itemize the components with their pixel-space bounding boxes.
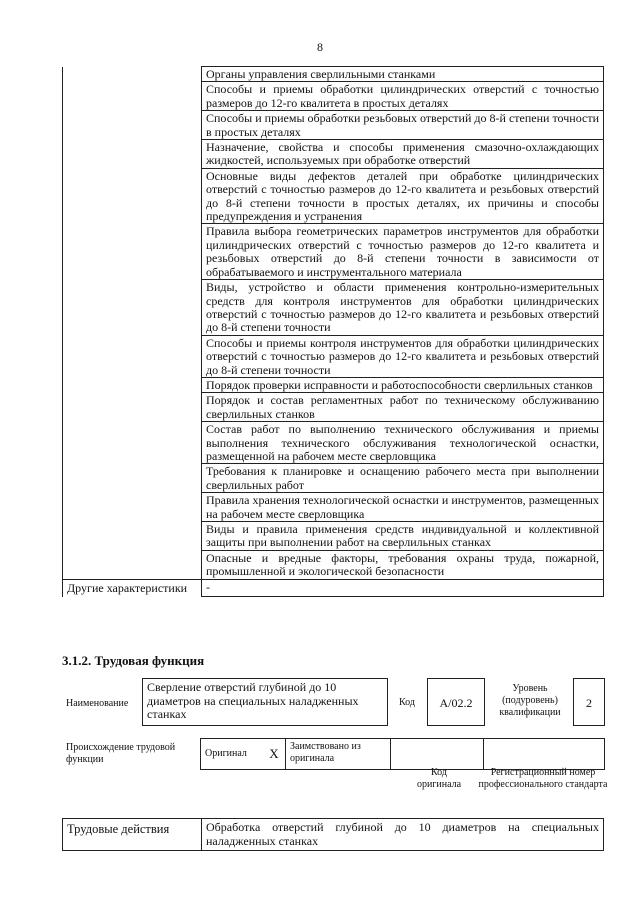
page-number: 8 [317,40,323,54]
code-original-cell [391,739,484,770]
knowledge-item: Требования к планировке и оснащению рабочего места при выполнении сверлильных работ [202,464,604,493]
knowledge-item: Опасные и вредные факторы, требования охраны труда, пожарной, промышленной и экологической безопасности [202,550,604,579]
labor-actions-label: Трудовые действия [63,819,202,851]
code-label: Код [399,697,415,708]
qualification-level-box: 2 [573,678,605,726]
origin-label: Происхождение трудовой функции [66,742,176,765]
borrowed-label: Заимствовано из оригинала [286,739,391,770]
origin-table [200,738,605,770]
knowledge-item: Основные виды дефектов деталей при обработке цилиндрических отверстий с точностью размеров до 12-го квалитета и резьбовых отверстий до 8-й степени точности в простых деталях, их причины и способы предупреждения и устранения [202,168,604,224]
knowledge-item: Способы и приемы контроля инструментов для обработки цилиндрических отверстий с точностью размеров до 12-го квалитета и резьбовых отверстий до 8-й степени точности [202,335,604,377]
knowledge-item: Состав работ по выполнению технического обслуживания и приемы выполнения технического обслуживания технологической оснастки, размещенной на рабочем месте сверловщика [202,422,604,464]
qualification-level-label: Уровень (подуровень) квалификации [499,683,561,718]
knowledge-item: Способы и приемы обработки резьбовых отверстий до 8-й степени точности в простых деталях [202,111,604,140]
knowledge-item: Правила выбора геометрических параметров инструментов для обработки цилиндрических отверстий с точностью размеров до 12-го квалитета и резьбовых отверстий до 8-й степени точности в зависимости от обрабатываемого и инструментального материала [202,224,604,280]
table-row [63,819,604,851]
name-label: Наименование [66,698,129,709]
knowledge-item: Порядок проверки исправности и работоспособности сверлильных станков [202,377,604,392]
reg-number-label: Регистрационный номер профессионального стандарта [478,767,608,790]
other-characteristics-value: - [202,579,604,597]
original-mark: Х [263,739,286,770]
function-name-box: Сверление отверстий глубиной до 10 диаметров на специальных наладженных станках [142,678,388,726]
knowledge-item: Правила хранения технологической оснастки и инструментов, размещенных на рабочем месте сверловщика [202,493,604,522]
table-row [201,739,605,770]
table-row [63,67,604,82]
reg-number-cell [484,739,605,770]
code-original-label: Код оригинала [416,767,462,790]
labor-actions-table [62,818,604,851]
knowledge-item: Органы управления сверлильными станками [202,67,604,82]
knowledge-item: Способы и приемы обработки цилиндрических отверстий с точностью размеров до 12-го квалитета в простых деталях [202,82,604,111]
other-characteristics-row [63,579,604,597]
knowledge-item: Виды, устройство и области применения контрольно-измерительных средств для контроля инструментов для обработки цилиндрических отверстий с точностью размеров до 12-го квалитета и резьбовых отверстий до 8-й степени точности [202,280,604,336]
knowledge-table [62,66,604,597]
knowledge-item: Виды и правила применения средств индивидуальной и коллективной защиты при выполнении работ на сверлильных станках [202,522,604,551]
section-title: 3.1.2. Трудовая функция [62,653,205,668]
original-label: Оригинал [201,739,264,770]
function-code-box: А/02.2 [427,678,485,726]
knowledge-item: Порядок и состав регламентных работ по техническому обслуживанию сверлильных станков [202,393,604,422]
row-label-cell [63,67,202,580]
knowledge-item: Назначение, свойства и способы применения смазочно-охлаждающих жидкостей, используемых при обработке отверстий [202,140,604,169]
other-characteristics-label: Другие характеристики [63,579,202,597]
labor-action-item: Обработка отверстий глубиной до 10 диаметров на специальных наладженных станках [202,819,604,851]
